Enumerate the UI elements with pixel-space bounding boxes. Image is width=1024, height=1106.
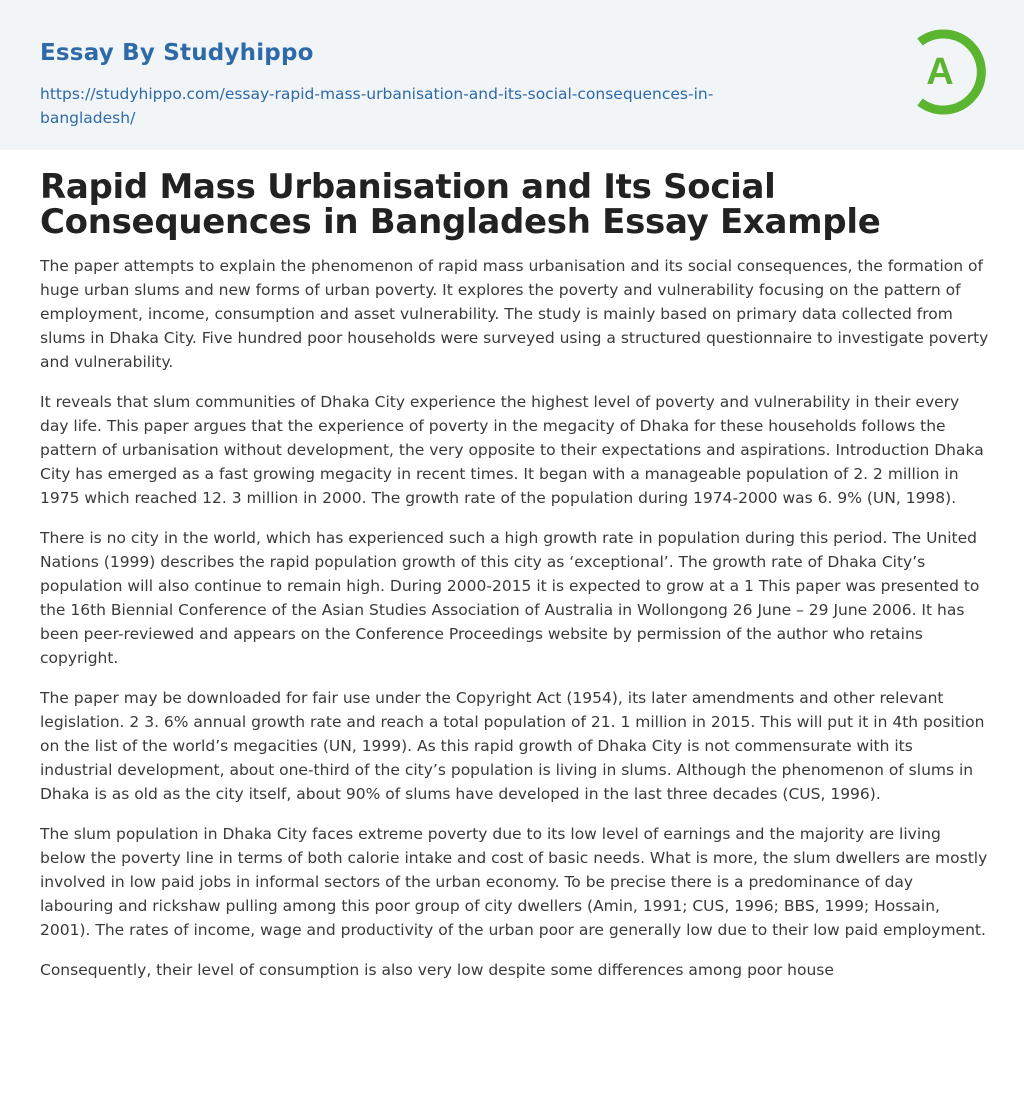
essay-url-link[interactable]: https://studyhippo.com/essay-rapid-mass-urbanisation-and-its-social-consequences-in-bangladesh/ [40,85,714,127]
essay-paragraph: There is no city in the world, which has experienced such a high growth rate in population during this period. The United Nations (1999) describes the rapid population growth of this city as ‘exceptional’. The growth rate of Dhaka City’s population will also continue to remain high. During 2000-2015 it is expected to grow at a 1 This paper was presented to the 16th Biennial Conference of the Asian Studies Association of Australia in Wollongong 26 June – 29 June 2006. It has been peer-reviewed and appears on the Conference Proceedings website by permission of the author who retains copyright. [40,529,980,667]
essay-paragraph: The paper attempts to explain the phenomenon of rapid mass urbanisation and its social consequences, the formation of huge urban slums and new forms of urban poverty. It explores the poverty and vulnerability focusing on the pattern of employment, income, consumption and asset vulnerability. The study is mainly based on primary data collected from slums in Dhaka City. Five hundred poor households were surveyed using a structured questionnaire to investigate poverty and vulnerability. [40,257,989,371]
site-brand[interactable]: Essay By Studyhippo [40,40,314,66]
site-header [0,0,1024,150]
essay-content [40,167,990,998]
studyhippo-logo-icon[interactable] [908,28,988,116]
essay-paragraph: The slum population in Dhaka City faces extreme poverty due to its low level of earnings and the majority are living below the poverty line in terms of both calorie intake and cost of basic needs. What is more, the slum dwellers are mostly involved in low paid jobs in informal sectors of the urban economy. To be precise there is a predominance of day labouring and rickshaw pulling among this poor group of city dwellers (Amin, 1991; CUS, 1996; BBS, 1999; Hossain, 2001). The rates of income, wage and productivity of the urban poor are generally low due to their low paid employment. [40,825,988,939]
essay-paragraph: The paper may be downloaded for fair use under the Copyright Act (1954), its later amendments and other relevant legislation. 2 3. 6% annual growth rate and reach a total population of 21. 1 million in 2015. This will put it in 4th position on the list of the world’s megacities (UN, 1999). As this rapid growth of Dhaka City is not commensurate with its industrial development, about one-third of the city’s population is living in slums. Although the phenomenon of slums in Dhaka is as old as the city itself, about 90% of slums have developed in the last three decades (CUS, 1996). [40,689,985,803]
essay-paragraph: It reveals that slum communities of Dhaka City experience the highest level of poverty and vulnerability in their every day life. This paper argues that the experience of poverty in the megacity of Dhaka for these households follows the pattern of urbanisation without development, the very opposite to their expectations and aspirations. Introduction Dhaka City has emerged as a fast growing megacity in recent times. It began with a manageable population of 2. 2 million in 1975 which reached 12. 3 million in 2000. The growth rate of the population during 1974-2000 was 6. 9% (UN, 1998). [40,393,984,507]
essay-paragraph: Consequently, their level of consumption is also very low despite some differences among poor house [40,961,834,979]
essay-title: Rapid Mass Urbanisation and Its Social Consequences in Bangladesh Essay Example [40,167,881,242]
logo-letter: A [926,51,954,93]
